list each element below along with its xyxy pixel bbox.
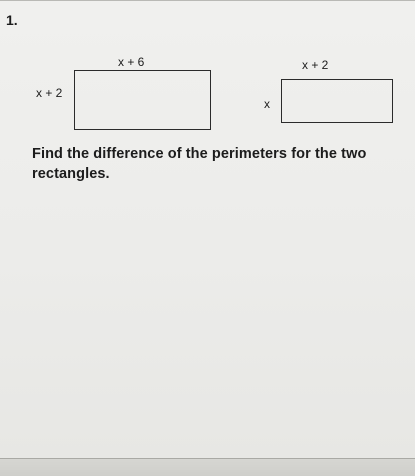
rectangle-b-height-label: x [264, 97, 270, 111]
page-bottom-shadow [0, 459, 415, 476]
rectangle-b [281, 79, 393, 123]
question-text: Find the difference of the perimeters for the two rectangles. [32, 146, 367, 182]
rectangle-b-width-label: x + 2 [302, 58, 329, 72]
rectangle-a-width-label: x + 6 [118, 55, 145, 69]
rectangle-a [74, 70, 211, 130]
rectangle-a-height-label: x + 2 [36, 86, 63, 100]
question-number: 1. [6, 12, 18, 28]
